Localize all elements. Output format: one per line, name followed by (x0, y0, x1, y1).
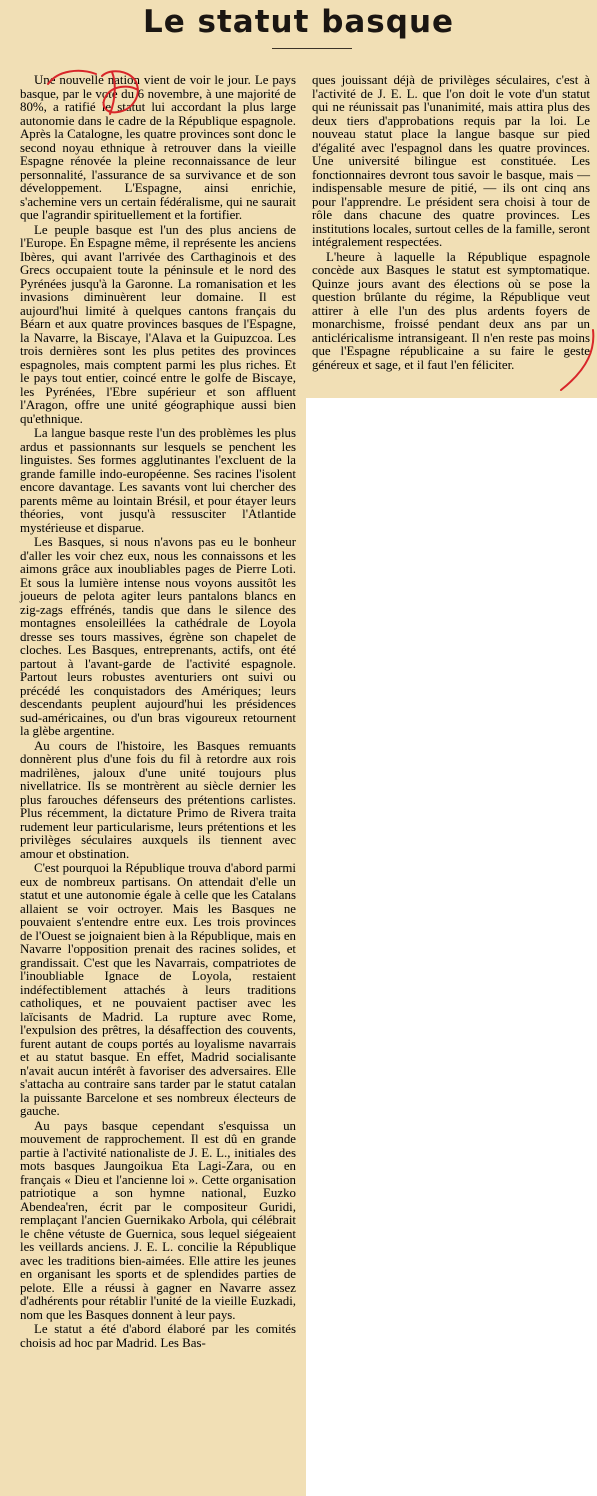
paragraph: ques jouissant déjà de privilèges séculaires, c'est à l'activité de J. E. L. que l'on doit le vote d'un statut qui ne réunissait pas l'unanimité, mais attira plus des deux tiers d'approbations requis par la loi. Le nouveau statut place la langue basque sur pied d'égalité avec l'espagnol dans les quatre provinces. Une université bilingue est constituée. Les fonctionnaires devront tous savoir le basque, mais — indispensable mesure de pitié, — ils ont cinq ans pour l'apprendre. Le président sera choisi à tour de rôle dans chacune des quatre provinces. Les institutions locales, surtout celles de la famille, seront intégralement respectées. (312, 73, 590, 249)
paragraph: Au pays basque cependant s'esquissa un mouvement de rapprochement. Il est dû en grande partie à l'activité nationaliste de J. E. L., initiales des mots basques Jaungoikua Eta Lagi-Zara, ou en français « Dieu et l'ancienne loi ». Cette organisation patriotique a son hymne national, Euzko Abendea'ren, écrit par le compositeur Guridi, remplaçant l'ancien Guernikako Arbola, qui célébrait le chêne vétuste de Guernica, sous lequel siégeaient les veillards anciens. J. E. L. concilie la République avec les traditions bien-aimées. Elle attire les jeunes en organisant les sports et de splendides parties de pelote. Elle a réussi à gagner en Navarre assez d'adhérents pour rétablir l'unité de la vieille Euzkadi, nom que les Basques donnent à leur pays. (20, 1118, 296, 1322)
left-text-column (20, 74, 296, 1350)
right-text-column (312, 74, 590, 372)
paragraph: La langue basque reste l'un des problèmes les plus ardus et passionnants sur lesquels se penchent les linguistes. Ses formes agglutinantes l'excluent de la grande famille indo-européenne. Ses racines l'isolent encore davantage. Les savants vont lui chercher des parents même au lointain Brésil, et pour étayer leurs théories, vont jusqu'à ressusciter l'Atlantide mystérieuse et disparue. (20, 426, 296, 535)
article-title: Le statut basque (142, 4, 455, 40)
paragraph: Le statut a été d'abord élaboré par les comités choisis ad hoc par Madrid. Les Bas- (20, 1322, 296, 1350)
paragraph: C'est pourquoi la République trouva d'abord parmi eux de nombreux partisans. On attendait d'elle un statut et une autonomie égale à celle que les Catalans allaient se voir octroyer. Mais les Basques ne pouvaient s'entendre entre eux. Les trois provinces de l'Ouest se joignaient bien à la République, mais en Navarre l'opposition prenait des racines solides, et grandissait. C'est que les Navarrais, compatriotes de l'inoubliable Ignace de Loyola, restaient indéfectiblement attachés à leurs traditions catholiques, et ne pouvaient pactiser avec les laïcisants de Madrid. La rupture avec Rome, l'expulsion des prêtres, la désaffection des couvents, furent autant de coups portés au loyalisme navarrais et au statut basque. En effet, Madrid socialisante n'avait aucun intérêt à favoriser des adversaires. Elle s'attacha au contraire sans tarder par le statut catalan la puissante Barcelone et ses nombreux électeurs de gauche. (20, 861, 296, 1118)
paragraph: L'heure à laquelle la République espagnole concède aux Basques le statut est symptomatique. Quinze jours avant des élections où se pose la question brûlante du régime, la République veut attirer à elle l'un des plus ardents foyers de monarchisme, froissé pendant deux ans par un anticléricalisme intransigeant. Il n'en reste pas moins que l'Espagne républicaine a su faire le geste généreux et sage, et il faut l'en féliciter. (312, 249, 590, 372)
paragraph: Les Basques, si nous n'avons pas eu le bonheur d'aller les voir chez eux, nous les connaissons et les aimons grâce aux inoubliables pages de Pierre Loti. Et sous la lumière intense nous voyons aussitôt les joueurs de pelota agiter leurs pantalons blancs en zig-zags effrénés, tandis que dans le silence des montagnes ensoleillées la cathédrale de Loyola dresse ses tours massives, égrène son chapelet de cloches. Les Basques, entreprenants, actifs, ont été partout à l'avant-garde de l'activité espagnole. Partout leurs robustes aventuriers ont suivi ou précédé les conquistadors des Amériques; leurs descendants peuplent aujourd'hui les présidences sud-américaines, ou d'un bras vigoureux retournent la glèbe argentine. (20, 535, 296, 738)
paragraph: Une nouvelle nation vient de voir le jour. Le pays basque, par le vote du 6 novembre, à une majorité de 80%, a ratifié le statut lui accordant la plus large autonomie dans le cadre de la République espagnole. Après la Catalogne, les quatre provinces sont donc le second noyau ethnique à retrouver dans la vieille Espagne rénovée la pleine reconnaissance de leur personnalité, l'assurance de sa survivance et de son développement. L'Espagne, ainsi enrichie, s'achemine vers un certain fédéralisme, qui ne saurait que l'agrandir spirituellement et la fortifier. (20, 73, 296, 222)
paragraph: Au cours de l'histoire, les Basques remuants donnèrent plus d'une fois du fil à retordre aux rois madrilènes, jaloux d'une unité toujours plus nivellatrice. Ils se montrèrent au siècle dernier les plus farouches défenseurs des prétentions carlistes. Plus récemment, la dictature Primo de Rivera traita rudement leur particularisme, leurs prétentions et les privilèges séculaires auxquels ils tiennent avec amour et obstination. (20, 738, 296, 861)
title-divider (272, 48, 352, 49)
paragraph: Le peuple basque est l'un des plus anciens de l'Europe. En Espagne même, il représente les anciens Ibères, qui avant l'arrivée des Carthaginois et des Grecs occupaient toute la péninsule et le nord des Pyrénées jusqu'à la Garonne. La romanisation et les invasions diminuèrent leur domaine. Il est aujourd'hui limité à quelques cantons français du Béarn et aux quatre provinces basques de l'Espagne, la Navarre, la Biscaye, l'Alava et la Guipuzcoa. Les trois dernières sont les plus petites des provinces espagnoles, mais comptent parmi les plus riches. Et le pays tout entier, coincé entre le golfe de Biscaye, les Pyrénées, l'Ebre supérieur et son affluent l'Aragon, offre une unité géographique aussi bien qu'ethnique. (20, 222, 296, 426)
